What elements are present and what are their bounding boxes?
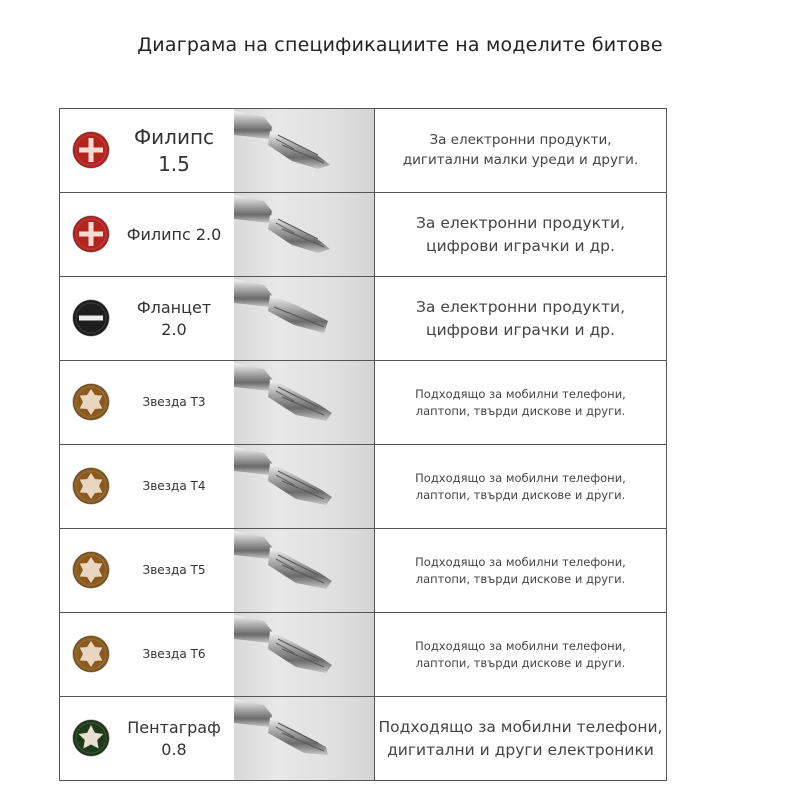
bit-description-cell (374, 697, 666, 780)
table-row (59, 108, 667, 192)
bit-description-cell (374, 361, 666, 444)
table-row (59, 276, 667, 360)
bit-image (234, 193, 374, 276)
bit-image (234, 277, 374, 360)
bit-description-cell (374, 109, 666, 192)
table-row (59, 528, 667, 612)
table-row (59, 612, 667, 696)
bit-description: За електронни продукти, цифрови играчки и др. (415, 214, 626, 255)
bit-image (234, 445, 374, 528)
table-row (59, 192, 667, 276)
bit-name-cell (60, 109, 234, 192)
bit-description-cell (374, 193, 666, 276)
phillips-head-icon (71, 130, 111, 170)
bit-image (234, 109, 374, 192)
bit-name: Звезда T5 (142, 563, 206, 578)
table-row (59, 360, 667, 444)
torx-bit-icon (234, 445, 374, 528)
torx-head-icon (71, 466, 111, 506)
bit-name: Филипс 2.0 (126, 224, 222, 244)
torx-bit-icon (234, 361, 374, 444)
spec-table (59, 108, 667, 781)
bit-description-cell (374, 445, 666, 528)
bit-description-cell (374, 613, 666, 696)
bit-image (234, 613, 374, 696)
bit-description: Подходящо за мобилни телефони, дигитални и други електроники (378, 718, 663, 759)
bit-image (234, 361, 374, 444)
bit-image (234, 529, 374, 612)
bit-description: За електронни продукти, цифрови играчки и др. (415, 298, 626, 339)
bit-description: За електронни продукти, дигитални малки уреди и други. (402, 131, 639, 168)
bit-name-cell (60, 613, 234, 696)
phillips-bit-icon (234, 109, 374, 192)
bit-name-cell (60, 529, 234, 612)
bit-description: Подходящо за мобилни телефони, лаптопи, твърди дискове и други. (415, 554, 626, 586)
bit-name-cell (60, 361, 234, 444)
bit-name: Пентаграф 0.8 (127, 717, 221, 759)
bit-name-cell (60, 277, 234, 360)
bit-name-cell (60, 697, 234, 780)
torx-head-icon (71, 634, 111, 674)
bit-description: Подходящо за мобилни телефони, лаптопи, твърди дискове и други. (415, 638, 626, 670)
bit-description: Подходящо за мобилни телефони, лаптопи, твърди дискове и други. (415, 386, 626, 418)
torx-head-icon (71, 382, 111, 422)
bit-description-cell (374, 277, 666, 360)
bit-name-cell (60, 445, 234, 528)
slot-bit-icon (234, 277, 374, 360)
bit-name: Звезда T3 (142, 395, 206, 410)
table-row (59, 696, 667, 781)
bit-image (234, 697, 374, 780)
bit-description-cell (374, 529, 666, 612)
pentalobe-head-icon (71, 718, 111, 758)
torx-bit-icon (234, 613, 374, 696)
bit-name: Звезда T4 (142, 479, 206, 494)
phillips-bit-icon (234, 193, 374, 276)
bit-name: Фланцет 2.0 (136, 297, 212, 339)
torx-head-icon (71, 550, 111, 590)
bit-name: Звезда T6 (142, 647, 206, 662)
slot-head-icon (71, 298, 111, 338)
bit-description: Подходящо за мобилни телефони, лаптопи, твърди дискове и други. (415, 470, 626, 502)
diagram-title: Диаграма на спецификациите на моделите битове (137, 34, 663, 56)
torx-bit-icon (234, 529, 374, 612)
bit-name-cell (60, 193, 234, 276)
phillips-head-icon (71, 214, 111, 254)
bit-name: Филипс 1.5 (133, 124, 215, 176)
pentalobe-bit-icon (234, 697, 374, 780)
table-row (59, 444, 667, 528)
